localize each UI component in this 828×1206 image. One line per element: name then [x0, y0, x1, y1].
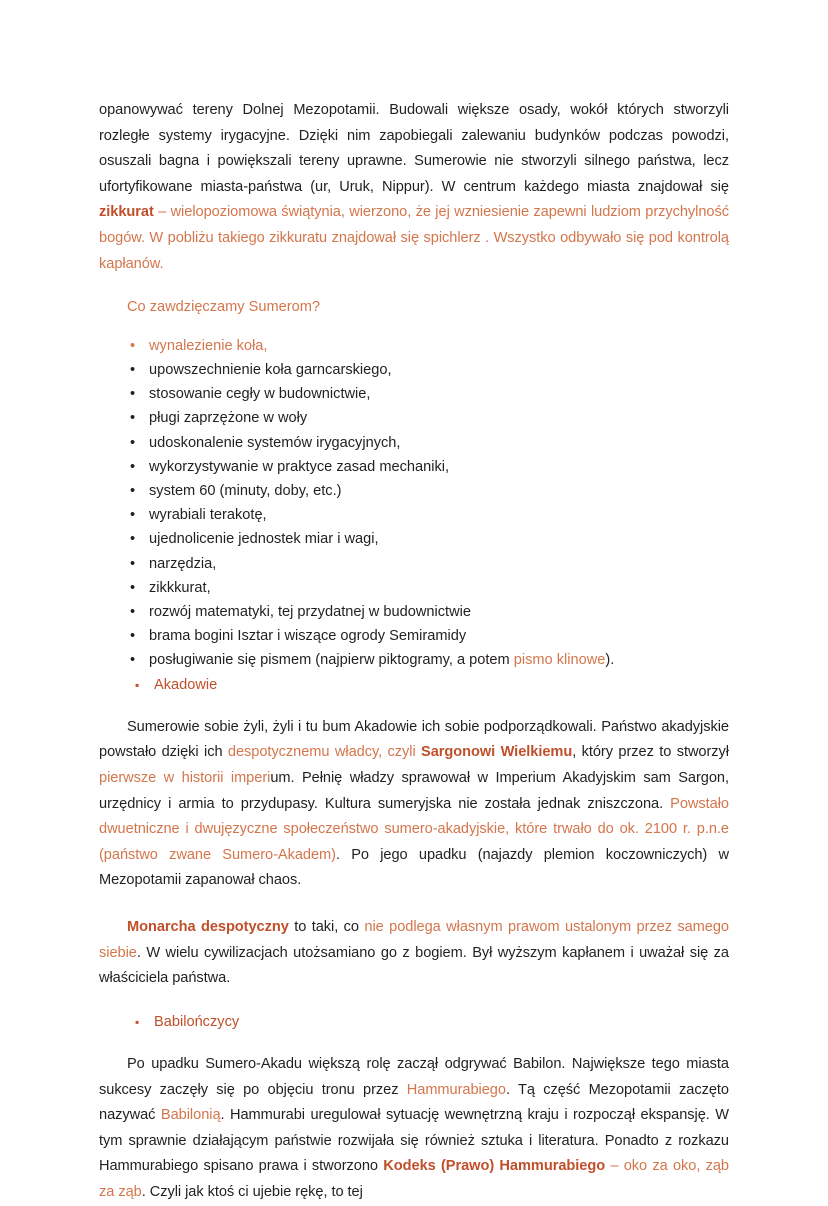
bullet-dot-icon [130, 431, 135, 455]
spacer [99, 277, 729, 295]
list-item [99, 382, 729, 406]
bullet-dot-icon [130, 358, 135, 382]
term-hammurabiego: Hammurabiego [406, 1081, 506, 1098]
list-item-label: zikkkurat, [149, 579, 211, 596]
paragraph-2-run-4: , który przez to stworzył [572, 744, 729, 761]
list-item [99, 358, 729, 382]
list-item-label-run-1: posługiwanie się pismem (najpierw piktogramy, a potem [149, 652, 514, 669]
term-kodeks-hammurabiego: Kodeks (Prawo) Hammurabiego [383, 1158, 606, 1175]
paragraph-2-run-2: despotycznemu władcy, czyli [227, 744, 422, 761]
list-item-label-run-3: ). [605, 652, 615, 669]
paragraph-2-run-8: . Po jego upadku (najazdy plemion koczowniczych) w Mezopotamii zapanował chaos. [99, 846, 729, 889]
paragraph-sumerians-cities [99, 98, 729, 277]
list-item [99, 503, 729, 527]
list-item-label: udoskonalenie systemów irygacyjnych, [149, 434, 401, 451]
paragraph-4-run-8: . Czyli jak ktoś ci ujebie rękę, to tej [141, 1183, 363, 1200]
paragraph-1-run-3: – wielopoziomowa świątynia, wierzono, że jej wzniesienie zapewni ludziom przychylność bogów. W pobliżu takiego zikkuratu znajdował się spichlerz . Wszystko odbywało się pod kontrolą kapłanów. [99, 204, 729, 272]
spacer [99, 1034, 729, 1052]
list-item-akadowie [99, 673, 729, 697]
paragraph-despotic-monarch [99, 915, 729, 992]
bullet-square-icon [135, 1010, 139, 1034]
list-item [99, 600, 729, 624]
bullet-dot-icon [130, 527, 135, 551]
term-pismo-klinowe: pismo klinowe [513, 652, 606, 669]
bullet-dot-icon [130, 576, 135, 600]
list-item-label: rozwój matematyki, tej przydatnej w budownictwie [149, 603, 472, 620]
paragraph-2-run-7: Powstało dwuetniczne i dwujęzyczne społeczeństwo sumero-akadyjskie, które trwało do ok. 2100 r. p.n.e (państwo zwane Sumero-Akadem) [99, 795, 729, 863]
list-item [99, 479, 729, 503]
spacer [99, 321, 729, 334]
list-item-label: wykorzystywanie w praktyce zasad mechaniki, [149, 458, 450, 475]
list-item-label: Babilończycy [154, 1013, 240, 1030]
list-item-writing [99, 648, 729, 672]
bullet-dot-icon [130, 624, 135, 648]
list-item-label: pługi zaprzężone w woły [149, 410, 308, 427]
paragraph-akkadians [99, 715, 729, 894]
term-zikkurat: zikkurat [99, 204, 154, 221]
list-item [99, 552, 729, 576]
list-item [99, 406, 729, 430]
document-content [99, 98, 729, 1206]
bullet-dot-icon [130, 334, 135, 358]
list-item-babilonczycy [99, 1010, 729, 1034]
paragraph-3-run-2: to taki, co [288, 918, 365, 935]
paragraph-2-run-5: pierwsze w historii imperi [99, 769, 271, 786]
paragraph-1-run-1: opanowywać tereny Dolnej Mezopotamii. Budowali większe osady, wokół których stworzyli rozległe systemy irygacyjne. Dzięki nim zapobiegali zalewaniu budynków podczas powodzi, osuszali bagna i powiększali tereny uprawne. Sumerowie nie stworzyli silnego państwa, lecz ufortyfikowane miasta-państwa (ur, Uruk, Nippur). W centrum każdego miasta znajdował się [99, 102, 729, 195]
bullet-dot-icon [130, 479, 135, 503]
paragraph-4-run-1: Po upadku Sumero-Akadu większą rolę zaczął odgrywać Babilon. Największe tego miasta sukcesy zaczęły się po objęciu tronu przez [99, 1055, 729, 1098]
subheading-co-zawdzieczamy: Co zawdzięczamy Sumerom? [127, 299, 321, 316]
list-item [99, 624, 729, 648]
paragraph-2-run-1: Sumerowie sobie żyli, żyli i tu bum Akadowie ich sobie podporządkowali. Państwo akadyjskie powstało dzięki ich [99, 718, 729, 761]
paragraph-3-run-3: nie podlega własnym prawom ustalonym przez samego siebie [99, 918, 729, 961]
list-item [99, 527, 729, 551]
list-item [99, 455, 729, 479]
list-item-label: ujednolicenie jednostek miar i wagi, [149, 531, 379, 548]
list-item-label: brama bogini Isztar i wiszące ogrody Semiramidy [149, 628, 467, 645]
spacer [99, 992, 729, 1010]
bullet-dot-icon [130, 648, 135, 672]
bullet-dot-icon [130, 455, 135, 479]
list-item-label: stosowanie cegły w budownictwie, [149, 386, 371, 403]
list-sumerian-achievements [99, 334, 729, 697]
bullet-square-icon [135, 673, 139, 697]
list-item-label: narzędzia, [149, 555, 217, 572]
list-item-label: system 60 (minuty, doby, etc.) [149, 482, 342, 499]
term-monarcha-despotyczny: Monarcha despotyczny [127, 918, 289, 935]
list-item [99, 431, 729, 455]
bullet-dot-icon [130, 600, 135, 624]
list-item-label: Akadowie [154, 676, 218, 693]
bullet-dot-icon [130, 406, 135, 430]
list-item [99, 334, 729, 358]
term-sargon: Sargonowi Wielkiemu [421, 744, 573, 761]
list-item-label: upowszechnienie koła garncarskiego, [149, 361, 392, 378]
paragraph-4-run-3: . Tą część Mezopotamii zaczęto nazywać [99, 1081, 729, 1124]
list-item-label: wynalezienie koła, [149, 337, 268, 354]
list-item [99, 576, 729, 600]
paragraph-3-run-4: . W wielu cywilizacjach utożsamiano go z bogiem. Był wyższym kapłanem i uważał się za właściciela państwa. [99, 944, 729, 987]
list-babylonians [99, 1010, 729, 1034]
spacer [99, 894, 729, 915]
bullet-dot-icon [130, 503, 135, 527]
paragraph-4-run-5: . Hammurabi uregulował sytuację wewnętrzną kraju i rozpoczął ekspansję. W tym sprawnie działającym państwie rozwijała się również sztuka i literatura. Ponadto z rozkazu Hammurabiego spisano prawa i stworzono [99, 1107, 730, 1175]
paragraph-babylon-hammurabi [99, 1052, 729, 1206]
bullet-dot-icon [130, 552, 135, 576]
paragraph-2-run-6: um. Pełnię władzy sprawował w Imperium Akadyjskim sam Sargon, urzędnicy i armia to przydupasy. Kultura sumeryjska nie została jednak zniszczona. [99, 769, 729, 812]
term-babilonia: Babilonią [160, 1107, 221, 1124]
list-item-label: wyrabiali terakotę, [149, 507, 267, 524]
paragraph-4-run-7: – oko za oko, ząb za ząb [99, 1158, 729, 1200]
spacer [99, 697, 729, 715]
bullet-dot-icon [130, 382, 135, 406]
